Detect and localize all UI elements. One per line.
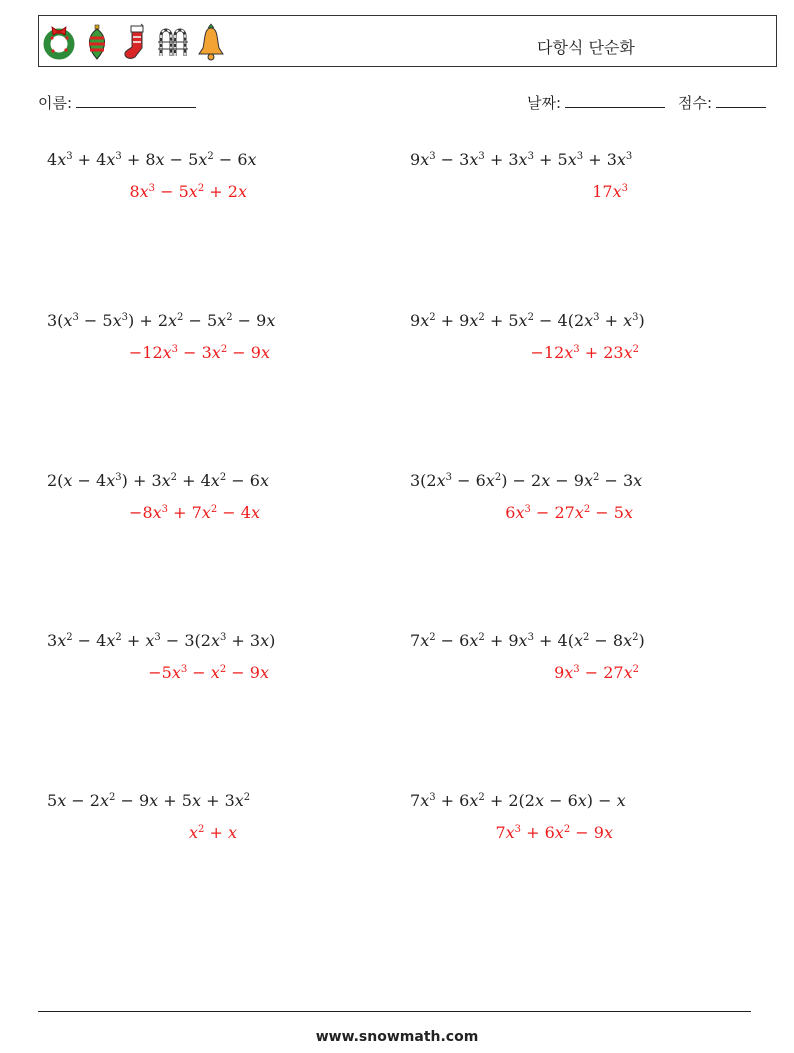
problem-10-answer: $7x^3 + 6x^2 - 9x$ [495, 823, 613, 842]
problem-10-question: $7x^3 + 6x^2 + 2(2x - 6x) - x$ [410, 791, 626, 810]
problem-2-question: $9x^3 - 3x^3 + 3x^3 + 5x^3 + 3x^3$ [410, 150, 633, 169]
score-field[interactable] [678, 92, 766, 113]
footer-divider [38, 1011, 751, 1012]
problem-8-answer: $9x^3 - 27x^2$ [554, 663, 639, 682]
worksheet-header [38, 15, 777, 67]
footer-url[interactable]: www.snowmath.com [315, 1029, 479, 1045]
problem-7-question: $3x^2 - 4x^2 + x^3 - 3(2x^3 + 3x)$ [47, 631, 276, 650]
problem-4-answer: $-12x^3 + 23x^2$ [530, 343, 639, 362]
problem-1-answer: $8x^3 - 5x^2 + 2x$ [129, 182, 247, 201]
problem-6-answer: $6x^3 - 27x^2 - 5x$ [505, 503, 633, 522]
problem-4-question: $9x^2 + 9x^2 + 5x^2 - 4(2x^3 + x^3)$ [410, 311, 645, 330]
candy-cane-icon [157, 22, 189, 62]
problem-8-question: $7x^2 - 6x^2 + 9x^3 + 4(x^2 - 8x^2)$ [410, 631, 645, 650]
problem-9-answer: $x^2 + x$ [188, 823, 237, 842]
problem-3-answer: $-12x^3 - 3x^2 - 9x$ [128, 343, 270, 362]
name-field[interactable] [38, 92, 196, 113]
date-blank[interactable] [565, 93, 665, 108]
wreath-icon [43, 22, 75, 62]
problem-7-answer: $-5x^3 - x^2 - 9x$ [148, 663, 269, 682]
score-label: 점수: [678, 94, 713, 112]
problem-5-question: $2(x - 4x^3) + 3x^2 + 4x^2 - 6x$ [47, 471, 269, 490]
worksheet-title: 다항식 단순화 [537, 38, 635, 57]
score-blank[interactable] [716, 93, 766, 108]
date-field[interactable] [527, 92, 665, 113]
problem-3-question: $3(x^3 - 5x^3) + 2x^2 - 5x^2 - 9x$ [47, 311, 276, 330]
ornament-icon [81, 22, 113, 62]
bell-icon [195, 22, 227, 62]
date-label: 날짜: [527, 94, 562, 112]
icon-strip [43, 20, 227, 64]
name-blank[interactable] [76, 93, 196, 108]
problem-5-answer: $-8x^3 + 7x^2 - 4x$ [129, 503, 260, 522]
stocking-icon [119, 22, 151, 62]
problem-1-question: $4x^3 + 4x^3 + 8x - 5x^2 - 6x$ [47, 150, 257, 169]
name-label: 이름: [38, 94, 73, 112]
problem-6-question: $3(2x^3 - 6x^2) - 2x - 9x^2 - 3x$ [410, 471, 643, 490]
problem-9-question: $5x - 2x^2 - 9x + 5x + 3x^2$ [47, 791, 251, 810]
problem-2-answer: $17x^3$ [592, 182, 628, 201]
